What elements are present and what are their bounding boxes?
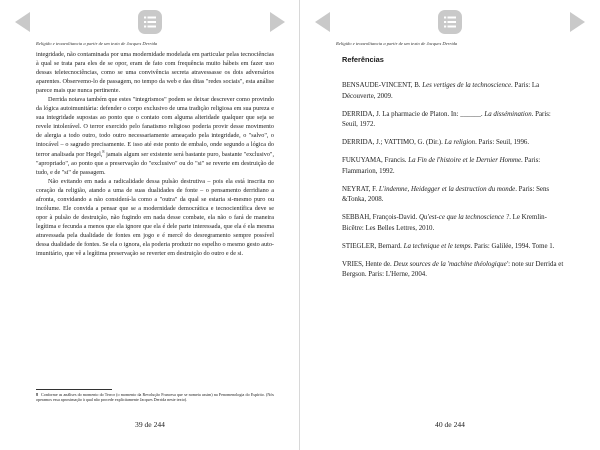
previous-page-button[interactable] bbox=[10, 9, 36, 35]
reference-author: BENSAUDE-VINCENT, B. bbox=[342, 82, 423, 89]
paragraph: Não evitando em nada a radicalidade dessa pulsão destrutiva – pois ela está inscrita no coração da religião, atando a uma de suas dualidades de fonte – o pensamento derridiano a afronta, convidando a não considerá-la como a "outra" da qual se estaria si-mesmo puro ou incólume. Ele convida a pensar que se a modernidade democrática e tecnocientífica deve se opor à pulsão de destruição, não fugindo em nada desse combate, ela não o fará de maneira legítima e fecunda a menos que ela ignore que ela é dele parte interessada, que ela é ela mesma atravessada pela dualidade de fontes em jogo e é mercê do desregramento sempre possível dessa dualidade de fontes. Se ela o ignora, ela poderia produzir no espelho o mesmo gesto auto-imunitário, que vê a legítima preservação se reverter em destruição do outro e de si. bbox=[36, 177, 274, 258]
footnote-divider bbox=[36, 389, 112, 390]
reference-publisher: . Paris: La Découverte, 2009. bbox=[342, 82, 540, 100]
reference-author: DERRIDA, J.; VATTIMO, G. (Dir.). bbox=[342, 139, 445, 147]
reference-author: STIEGLER, Bernard. bbox=[342, 242, 404, 250]
reference-title: L'indemne, Heidegger et la destruction du monde bbox=[378, 185, 516, 193]
chevron-right-icon bbox=[564, 9, 590, 35]
reference-publisher: . Le Kremlin-Bicêtre: Les Belles Lettres, 2010. bbox=[342, 214, 547, 232]
menu-button[interactable] bbox=[437, 9, 463, 35]
previous-page-button[interactable] bbox=[310, 9, 336, 35]
body-text bbox=[36, 50, 274, 258]
menu-icon bbox=[437, 9, 463, 35]
reference-publisher: . Paris: Seuil, 1996. bbox=[475, 139, 530, 147]
reference-author: DERRIDA, J. La pharmacie de Platon. In: ______. bbox=[342, 110, 485, 118]
paragraph bbox=[36, 95, 274, 176]
references-title: Referências bbox=[342, 55, 384, 64]
left-page-nav bbox=[0, 9, 300, 35]
reference-author: FUKUYAMA, Francis. bbox=[342, 157, 409, 165]
reference-item bbox=[342, 110, 567, 131]
reference-publisher: . Paris: Sens &Tonka, 2008. bbox=[342, 185, 550, 204]
next-page-button[interactable] bbox=[264, 9, 290, 35]
menu-icon bbox=[137, 9, 163, 35]
chevron-right-icon bbox=[264, 9, 290, 35]
reference-title: Qu'est-ce que la technoscience ? bbox=[418, 214, 510, 222]
next-page-button[interactable] bbox=[564, 9, 590, 35]
footnote-reference[interactable]: 8 bbox=[102, 148, 105, 154]
running-header: Religião e teoaeolitancia a partir de um texto de Jacques Derrida bbox=[336, 41, 458, 46]
paragraph: integridade, não contaminada por uma modernidade modelada em particular pelas tecnociências à qual se trata para eles de se opor, eram de fato com frequência muito hábeis em fazer uso dessas teletecnociências, como se uma convivência secreta atravessasse os dois adversários aparentes. Observemo-lo de passagem, no tempo da web e das ditas "redes sociais", esta análise parece mais que nunca pertinente. bbox=[36, 51, 274, 95]
reference-item bbox=[342, 260, 567, 281]
reference-title: Les vertiges de la technoscience bbox=[422, 82, 512, 89]
reference-publisher: : note sur Derrida et Bergson. Paris: L'Herne, 2004. bbox=[342, 260, 564, 279]
reference-item bbox=[342, 81, 567, 102]
chevron-left-icon bbox=[310, 9, 336, 35]
footnote bbox=[36, 392, 274, 403]
right-page bbox=[300, 0, 600, 450]
reference-publisher: . Paris: Galilée, 1994. Tome 1. bbox=[470, 242, 555, 250]
page-number: 39 de 244 bbox=[135, 420, 165, 429]
paragraph-text: Derrida notava também que estes "integrismos" podem se deixar descrever como provindo da lógica autoimunitária: defender o corpo exclusivo de uma tradição religiosa em sua pureza e sua integridade supostas ao ponto que o contato com alguma alteridade qualquer que seja se revele intolerável. O terror exercido pelo fanatismo religioso poderia provir desse movimento de alergia a todo outro, todo outro necessariamente ameaçado pela integridade, o "salvo", o intocável – o sagrado precisamente. E isso até este ponto de embalo, onde segundo a lógica do terror analisada por Hegel, bbox=[36, 96, 274, 158]
chevron-left-icon bbox=[10, 9, 36, 35]
reference-item bbox=[342, 242, 567, 253]
reference-author: NEYRAT, F. bbox=[342, 185, 379, 193]
footnote-text: Conforme as análises do momento do Terror (o momento da Revolução Francesa que se nomeia assim) na Fenomenologia do Espírito. (Nós operamos essa aproximação à qual não procede explicitamente Jacques Derrida neste texto). bbox=[36, 392, 274, 403]
references-list bbox=[342, 81, 567, 288]
reference-item bbox=[342, 156, 567, 177]
reference-title: La religion bbox=[444, 139, 476, 147]
reference-author: VRIES, Hente de. bbox=[342, 260, 394, 268]
reference-publisher: . Paris: Seuil, 1972. bbox=[342, 110, 551, 129]
reference-title: La Fin de l'histoire et le Dernier Homme bbox=[408, 157, 522, 165]
reference-item bbox=[342, 185, 567, 206]
page-number: 40 de 244 bbox=[435, 420, 465, 429]
reference-author: SEBBAH, François-David. bbox=[342, 214, 419, 222]
reference-item bbox=[342, 138, 567, 149]
reference-publisher: . Paris: Flammarion, 1992. bbox=[342, 157, 541, 175]
right-page-nav bbox=[300, 9, 600, 35]
reference-item bbox=[342, 213, 567, 234]
menu-button[interactable] bbox=[137, 9, 163, 35]
paragraph-text: jamais algum ser existente será bastante puro, bastante "exclusivo", "apropriado", ao ponto que a preservação do "exclusivo" ou do "si" se reverte em destruição de tudo, e de "si" de passagem. bbox=[36, 150, 274, 176]
reference-title: Deux sources de la 'machine théologique' bbox=[393, 260, 509, 268]
reference-title: La dissémination bbox=[484, 110, 532, 118]
footnote-number: 8 bbox=[36, 392, 39, 397]
running-header: Religião e teoaeolitancia a partir de um texto de Jacques Derrida bbox=[36, 41, 158, 46]
reference-title: La technique et le temps bbox=[403, 242, 471, 250]
